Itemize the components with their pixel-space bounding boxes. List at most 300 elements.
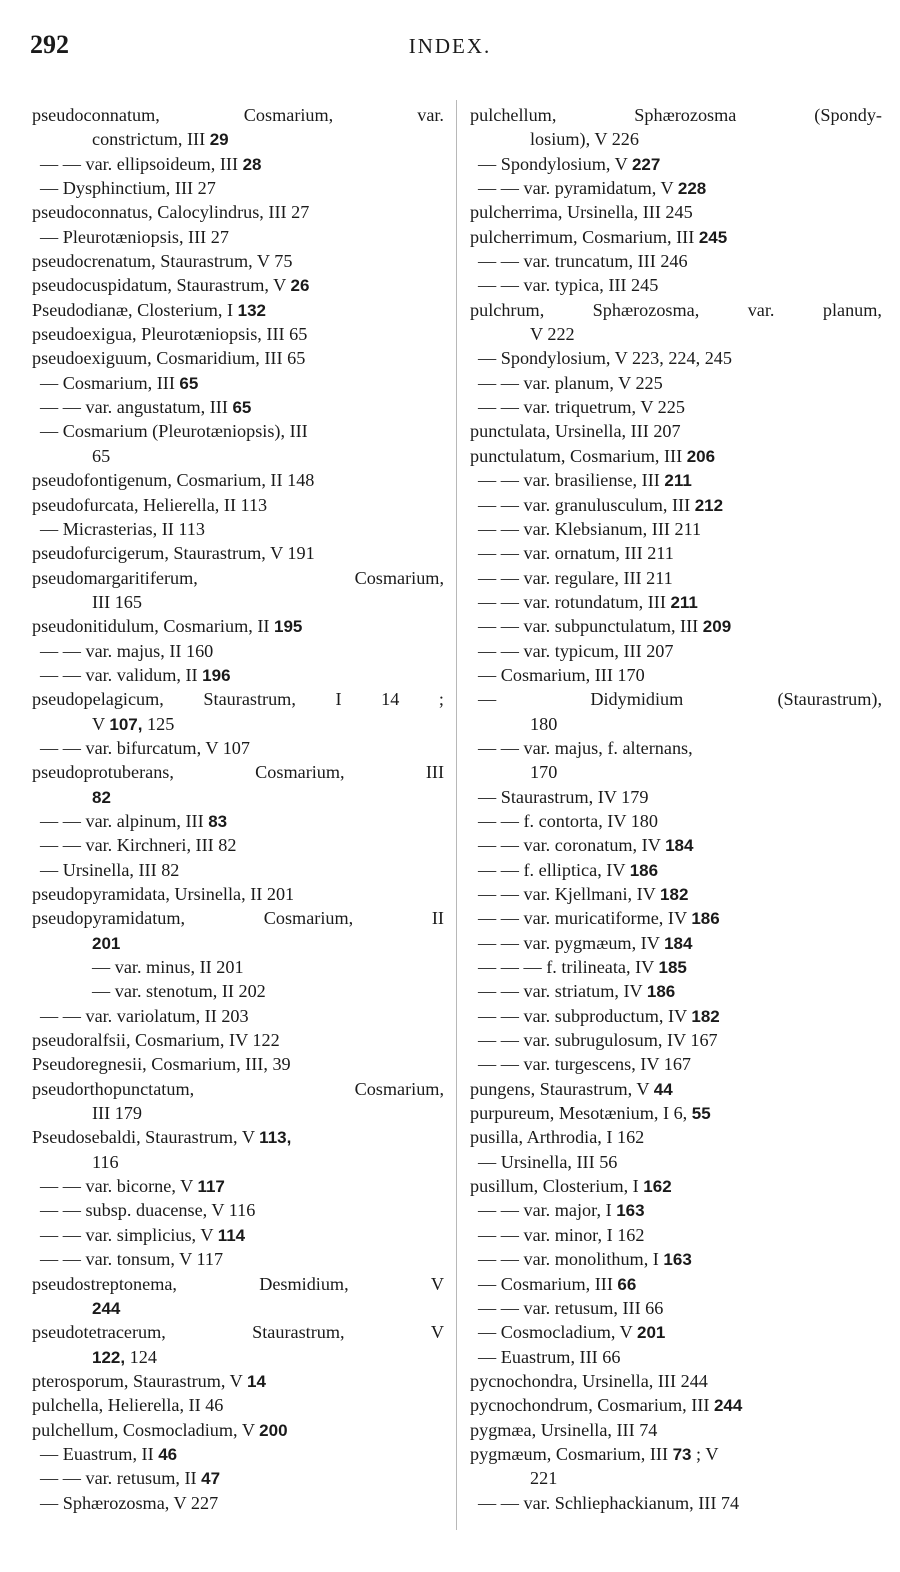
entry-text: — Dysphinctium, III 27	[40, 178, 216, 199]
entry-page-bold: 228	[677, 179, 707, 199]
index-entry	[32, 1442, 444, 1466]
entry-text: — Cosmarium, III	[478, 1273, 618, 1294]
entry-page-bold: 44	[653, 1079, 673, 1099]
index-entry	[32, 371, 444, 395]
index-entry	[470, 1198, 882, 1222]
index-entry	[32, 103, 444, 127]
entry-text: pseudonitidulum, Cosmarium, II	[32, 616, 274, 637]
entry-text: — — var. ornatum, III 211	[478, 543, 674, 564]
entry-text: — — var. muricatiforme, IV	[478, 908, 692, 929]
index-entry	[32, 785, 444, 809]
index-entry	[470, 785, 882, 809]
entry-word: V	[430, 1322, 444, 1343]
entry-text-after: 124	[125, 1346, 157, 1367]
entry-text: — — var. pyramidatum, V	[478, 178, 678, 199]
entry-text: — — var. brasiliense, III	[478, 470, 665, 491]
index-entry	[470, 566, 882, 590]
index-entry	[470, 1345, 882, 1369]
entry-page-bold: 182	[660, 885, 689, 904]
entry-text: V 222	[530, 324, 575, 345]
entry-word: pulchellum,	[470, 105, 557, 125]
index-entry	[470, 1125, 882, 1149]
entry-text: V	[92, 713, 110, 734]
entry-text: purpureum, Mesotænium, I 6,	[470, 1103, 692, 1124]
index-entry	[32, 200, 444, 224]
entry-text: pycnochondrum, Cosmarium, III	[470, 1395, 714, 1416]
entry-text: pseudoconnatus, Calocylindrus, III 27	[32, 202, 310, 223]
index-entry	[32, 1491, 444, 1515]
index-entry	[470, 590, 882, 614]
entry-text: — — var. turgescens, IV 167	[478, 1054, 692, 1075]
entry-text: — — var. triquetrum, V 225	[478, 397, 685, 418]
entry-page-bold: 206	[686, 446, 716, 466]
entry-text: — — var. retusum, II	[40, 1468, 202, 1489]
index-entry	[470, 1272, 882, 1296]
entry-text: III 165	[92, 591, 142, 612]
index-entry	[470, 371, 882, 395]
entry-page-bold: 47	[201, 1469, 221, 1489]
entry-text: 170	[530, 762, 558, 783]
entry-word: III	[425, 762, 444, 783]
index-entry	[32, 322, 444, 346]
index-entry	[470, 1101, 882, 1125]
index-entry	[470, 833, 882, 857]
entry-text: — — var. tonsum, V 117	[40, 1249, 224, 1270]
entry-text: pterosporum, Staurastrum, V	[32, 1370, 248, 1391]
entry-text: — — var. planum, V 225	[478, 372, 663, 393]
entry-text: — — f. elliptica, IV	[478, 859, 630, 880]
index-entry	[32, 225, 444, 249]
index-column-right	[470, 103, 882, 1515]
entry-word: pseudomargaritiferum,	[32, 567, 198, 588]
entry-page-bold: 55	[691, 1104, 711, 1124]
entry-text: — — var. major, I	[478, 1200, 617, 1221]
entry-page-bold: 227	[631, 154, 661, 174]
entry-text: — — var. validum, II	[40, 664, 203, 685]
entry-word: Staurastrum,	[203, 689, 296, 710]
entry-text: pusillum, Closterium, I	[470, 1176, 644, 1197]
entry-text: — — var. simplicius, V	[40, 1224, 218, 1245]
entry-text: 116	[92, 1151, 119, 1172]
entry-word: pseudopelagicum,	[32, 689, 164, 710]
entry-text: — — var. regulare, III 211	[478, 567, 673, 588]
entry-word: Cosmarium,	[255, 762, 345, 783]
index-entry	[470, 1052, 882, 1076]
entry-text: — — var. bifurcatum, V 107	[40, 737, 250, 758]
index-entry	[470, 1247, 882, 1271]
index-entry	[470, 1223, 882, 1247]
entry-text: — — var. rotundatum, III	[478, 591, 671, 612]
index-entry	[470, 419, 882, 443]
index-entry	[32, 712, 444, 736]
entry-word: pseudopyramidatum,	[32, 908, 186, 929]
entry-text: punctulata, Ursinella, III 207	[470, 421, 681, 442]
entry-page-bold: 185	[658, 958, 687, 978]
entry-page-bold: 244	[713, 1396, 743, 1416]
index-entry	[32, 1296, 444, 1320]
entry-text: pusilla, Arthrodia, I 162	[470, 1127, 645, 1148]
entry-text: pycnochondra, Ursinella, III 244	[470, 1370, 708, 1391]
index-entry	[32, 419, 444, 443]
index-entry	[32, 663, 444, 687]
entry-text: pygmæum, Cosmarium, III	[470, 1443, 673, 1464]
index-entry	[470, 200, 882, 224]
entry-page-bold: 186	[646, 982, 676, 1002]
index-column-left	[32, 103, 444, 1515]
entry-text: Pseudosebaldi, Staurastrum, V	[32, 1127, 260, 1148]
entry-page-bold: 26	[290, 276, 310, 296]
index-entry	[470, 395, 882, 419]
entry-page-bold: 14	[247, 1371, 266, 1391]
entry-word: Didymidium	[590, 689, 684, 710]
entry-text-after: ; V	[691, 1443, 719, 1464]
index-entry	[32, 1004, 444, 1028]
entry-text: 180	[530, 713, 558, 734]
index-entry	[32, 931, 444, 955]
index-entry	[32, 249, 444, 273]
entry-text: — Spondylosium, V	[478, 153, 632, 174]
entry-word: Cosmarium,	[354, 1078, 444, 1099]
index-entry	[470, 1004, 882, 1028]
entry-word: Cosmarium,	[243, 105, 334, 125]
entry-page-bold: 209	[702, 617, 732, 637]
index-entry	[470, 712, 882, 736]
entry-text: — — var. granulusculum, III	[478, 494, 695, 515]
entry-text: pseudopyramidata, Ursinella, II 201	[32, 884, 295, 904]
entry-page-bold: 201	[92, 933, 121, 953]
index-entry	[32, 1272, 444, 1296]
entry-page-bold: 83	[208, 811, 228, 831]
index-entry	[32, 444, 444, 468]
index-entry	[470, 1150, 882, 1174]
entry-text: — Cosmarium, III 170	[478, 664, 645, 685]
index-entry	[470, 1320, 882, 1344]
entry-page-bold: 196	[202, 665, 231, 685]
index-entry	[470, 103, 882, 127]
entry-word: var.	[417, 105, 444, 125]
entry-text: — — var. majus, f. alternans,	[478, 737, 693, 758]
index-entry	[32, 1125, 444, 1149]
index-entry	[470, 687, 882, 711]
entry-text: — — — f. trilineata, IV	[478, 957, 659, 978]
entry-page-bold: 163	[616, 1201, 645, 1221]
index-entry	[470, 127, 882, 151]
entry-text: 65	[92, 445, 111, 466]
entry-page-bold: 82	[92, 787, 111, 807]
page-title: INDEX.	[408, 34, 492, 58]
index-entry	[470, 1442, 882, 1466]
entry-word: (Spondy-	[814, 105, 882, 125]
entry-word: pseudorthopunctatum,	[32, 1078, 195, 1099]
entry-page-bold: 186	[629, 860, 659, 880]
entry-page-bold: 186	[691, 909, 720, 929]
entry-word: Sphærozosma,	[592, 299, 700, 320]
index-entry	[32, 687, 444, 711]
index-entry	[32, 1150, 444, 1174]
entry-text: — Euastrum, III 66	[478, 1346, 621, 1367]
index-entry	[32, 541, 444, 565]
entry-word: pulchrum,	[470, 299, 545, 320]
entry-page-bold: 65	[179, 373, 199, 393]
entry-word: V	[430, 1273, 444, 1294]
index-entry	[32, 346, 444, 370]
index-entry	[470, 736, 882, 760]
index-entry	[470, 176, 882, 200]
index-entry	[32, 566, 444, 590]
entry-text: pseudocuspidatum, Staurastrum, V	[32, 275, 291, 296]
index-entry	[32, 152, 444, 176]
index-entry	[32, 493, 444, 517]
entry-page-bold: 107,	[109, 714, 143, 734]
index-entry	[32, 1369, 444, 1393]
index-entry	[470, 1028, 882, 1052]
entry-text: — — var. typicum, III 207	[478, 640, 674, 661]
index-entry	[32, 176, 444, 200]
entry-text: — — var. typica, III 245	[478, 275, 659, 296]
entry-page-bold: 29	[209, 130, 229, 150]
index-entry	[32, 1418, 444, 1442]
index-entry	[32, 1052, 444, 1076]
entry-word: 14	[381, 689, 400, 710]
entry-text: constrictum, III	[92, 129, 210, 150]
entry-word: Cosmarium,	[263, 908, 354, 929]
entry-page-bold: 212	[694, 495, 724, 515]
entry-text: pulchellum, Cosmocladium, V	[32, 1419, 260, 1440]
entry-word: Cosmarium,	[354, 567, 444, 588]
entry-text: — — var. Klebsianum, III 211	[478, 518, 702, 539]
entry-page-bold: 66	[617, 1274, 637, 1294]
entry-word: pseudoconnatum,	[32, 105, 160, 125]
entry-text: — Micrasterias, II 113	[40, 518, 205, 539]
entry-text: losium), V 226	[530, 129, 639, 150]
index-entry	[470, 541, 882, 565]
index-entry	[470, 639, 882, 663]
entry-text: — — var. Kjellmani, IV	[478, 884, 661, 904]
entry-word: pseudoprotuberans,	[32, 762, 174, 783]
entry-page-bold: 132	[237, 300, 266, 320]
entry-text: — — var. angustatum, III	[40, 397, 233, 418]
entry-text: — — var. alpinum, III	[40, 810, 209, 831]
entry-text: III 179	[92, 1103, 142, 1124]
entry-page-bold: 200	[259, 1420, 288, 1440]
index-entry	[470, 493, 882, 517]
entry-text: — var. minus, II 201	[92, 957, 244, 978]
index-entry	[470, 931, 882, 955]
index-entry	[32, 273, 444, 297]
index-entry	[32, 1466, 444, 1490]
index-entry	[32, 1077, 444, 1101]
index-entry	[32, 1101, 444, 1125]
index-entry	[32, 1247, 444, 1271]
index-entry	[470, 517, 882, 541]
entry-word: pseudotetracerum,	[32, 1322, 166, 1343]
entry-page-bold: 46	[158, 1444, 178, 1464]
entry-page-bold: 211	[670, 592, 698, 612]
index-entry	[470, 1369, 882, 1393]
entry-text: — Ursinella, III 82	[40, 859, 180, 880]
entry-text: — — var. striatum, IV	[478, 981, 647, 1002]
entry-word: ;	[438, 689, 444, 710]
index-entry	[32, 882, 444, 906]
entry-page-bold: 244	[92, 1298, 121, 1318]
index-entry	[470, 663, 882, 687]
index-entry	[32, 1345, 444, 1369]
index-entry	[470, 1491, 882, 1515]
entry-page-bold: 117	[197, 1177, 225, 1197]
entry-word: var.	[747, 299, 775, 320]
index-entry	[470, 979, 882, 1003]
index-entry	[32, 736, 444, 760]
index-entry	[470, 858, 882, 882]
entry-text: — — subsp. duacense, V 116	[40, 1200, 256, 1221]
entry-text: — — var. Kirchneri, III 82	[40, 835, 237, 856]
entry-text-after: 125	[142, 713, 175, 734]
entry-page-bold: 113,	[259, 1128, 292, 1148]
entry-text: — Pleurotæniopsis, III 27	[40, 226, 229, 247]
entry-text: punctulatum, Cosmarium, III	[470, 445, 687, 466]
entry-word: Sphærozosma	[634, 105, 737, 125]
entry-text: pseudoexigua, Pleurotæniopsis, III 65	[32, 324, 308, 345]
entry-text: Pseudoregnesii, Cosmarium, III, 39	[32, 1054, 291, 1075]
entry-word: Desmidium,	[259, 1273, 349, 1294]
entry-text: — Cosmarium (Pleurotæniopsis), III	[40, 421, 308, 442]
entry-text: pseudofurcata, Helierella, II 113	[32, 494, 268, 515]
entry-text: — Cosmarium, III	[40, 372, 180, 393]
entry-text: — Staurastrum, IV 179	[478, 786, 649, 807]
index-entry	[470, 468, 882, 492]
entry-text: pseudoralfsii, Cosmarium, IV 122	[32, 1030, 280, 1051]
index-entry	[32, 1174, 444, 1198]
entry-text: pseudoexiguum, Cosmaridium, III 65	[32, 348, 306, 369]
entry-page-bold: 114	[217, 1225, 246, 1245]
index-entry	[32, 1028, 444, 1052]
entry-word: (Staurastrum),	[777, 689, 882, 710]
page-number: 292	[30, 30, 69, 59]
index-entry	[470, 1296, 882, 1320]
index-entry	[470, 882, 882, 906]
index-entry	[470, 809, 882, 833]
entry-text: Pseudodianæ, Closterium, I	[32, 299, 238, 320]
index-entry	[470, 1077, 882, 1101]
entry-page-bold: 184	[664, 933, 693, 953]
entry-text: — — var. monolithum, I	[478, 1249, 664, 1270]
index-entry	[32, 517, 444, 541]
entry-word: Staurastrum,	[252, 1322, 345, 1343]
entry-page-bold: 201	[636, 1323, 666, 1343]
entry-text: — — var. subrugulosum, IV 167	[478, 1030, 718, 1051]
index-entry	[470, 906, 882, 930]
entry-text: — — var. retusum, III 66	[478, 1297, 664, 1318]
index-entry	[32, 614, 444, 638]
index-entry	[470, 1174, 882, 1198]
entry-word: —	[478, 689, 497, 710]
index-entry	[32, 298, 444, 322]
entry-text: pungens, Staurastrum, V	[470, 1078, 654, 1099]
entry-text: — — var. bicorne, V	[40, 1176, 198, 1197]
entry-text: — Spondylosium, V 223, 224, 245	[478, 348, 732, 369]
index-entry	[32, 1223, 444, 1247]
entry-text: — Euastrum, II	[40, 1443, 159, 1464]
entry-page-bold: 163	[663, 1250, 692, 1270]
entry-text: pseudocrenatum, Staurastrum, V 75	[32, 251, 293, 272]
index-entry	[32, 858, 444, 882]
index-entry	[32, 468, 444, 492]
index-entry	[470, 298, 882, 322]
index-entry	[32, 955, 444, 979]
index-entry	[32, 639, 444, 663]
entry-text: — Sphærozosma, V 227	[40, 1492, 219, 1513]
column-divider	[456, 100, 457, 1530]
entry-text: — — var. coronatum, IV	[478, 835, 666, 856]
entry-page-bold: 28	[242, 154, 262, 174]
entry-page-bold: 245	[698, 227, 728, 247]
entry-text: — — var. truncatum, III 246	[478, 251, 688, 272]
entry-text: — — var. variolatum, II 203	[40, 1005, 249, 1026]
entry-text: — — var. pygmæum, IV	[478, 932, 665, 953]
index-entry	[470, 1466, 882, 1490]
index-entry	[32, 127, 444, 151]
entry-word: I	[335, 689, 342, 710]
entry-text: — — var. majus, II 160	[40, 640, 214, 661]
entry-text: pulcherrimum, Cosmarium, III	[470, 226, 699, 247]
entry-text: — — var. subpunctulatum, III	[478, 616, 703, 637]
index-entry	[470, 249, 882, 273]
entry-page-bold: 195	[273, 617, 303, 637]
entry-text: — Cosmocladium, V	[478, 1322, 637, 1343]
entry-page-bold: 65	[232, 398, 252, 418]
index-entry	[32, 1320, 444, 1344]
index-entry	[32, 590, 444, 614]
index-entry	[470, 346, 882, 370]
entry-text: — — var. Schliephackianum, III 74	[478, 1492, 740, 1513]
entry-text: pygmæa, Ursinella, III 74	[470, 1419, 658, 1440]
index-entry	[470, 444, 882, 468]
entry-page-bold: 162	[643, 1177, 672, 1197]
index-entry	[470, 1418, 882, 1442]
entry-page-bold: 184	[665, 836, 694, 856]
entry-page-bold: 122,	[92, 1347, 126, 1367]
entry-text: pulcherrima, Ursinella, III 245	[470, 202, 693, 223]
entry-text: — — var. ellipsoideum, III	[40, 153, 243, 174]
index-entry	[32, 760, 444, 784]
entry-word: pseudostreptonema,	[32, 1273, 177, 1294]
index-entry	[470, 1393, 882, 1417]
index-entry	[32, 979, 444, 1003]
index-entry	[470, 273, 882, 297]
index-entry	[470, 760, 882, 784]
index-entry	[470, 225, 882, 249]
index-entry	[470, 955, 882, 979]
entry-text: — var. stenotum, II 202	[92, 981, 266, 1002]
index-entry	[470, 152, 882, 176]
entry-text: pseudofurcigerum, Staurastrum, V 191	[32, 543, 315, 564]
entry-text: — — f. contorta, IV 180	[478, 810, 658, 831]
entry-word: II	[431, 908, 444, 929]
index-entry	[32, 833, 444, 857]
entry-page-bold: 182	[691, 1006, 720, 1026]
entry-text: pulchella, Helierella, II 46	[32, 1395, 224, 1416]
entry-word: planum,	[822, 299, 882, 320]
index-entry	[32, 395, 444, 419]
entry-text: pseudofontigenum, Cosmarium, II 148	[32, 470, 315, 491]
index-entry	[32, 906, 444, 930]
index-entry	[32, 1393, 444, 1417]
index-entry	[470, 322, 882, 346]
entry-text: — — var. minor, I 162	[478, 1224, 645, 1245]
entry-text: — — var. subproductum, IV	[478, 1005, 692, 1026]
index-entry	[32, 809, 444, 833]
entry-text: — Ursinella, III 56	[478, 1151, 618, 1172]
